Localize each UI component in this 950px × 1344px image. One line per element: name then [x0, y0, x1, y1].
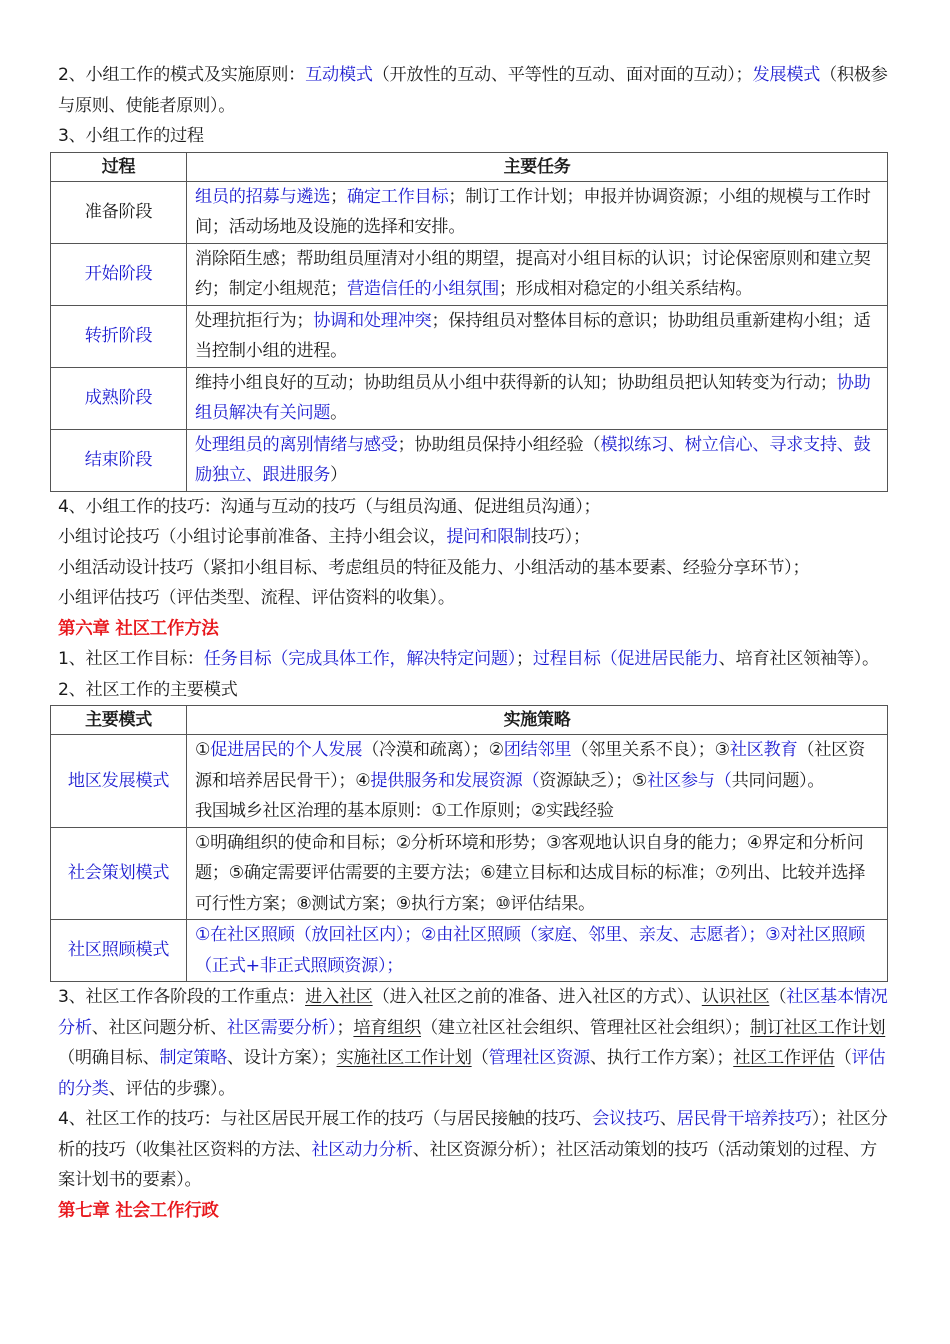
mode-strategy	[187, 827, 888, 920]
highlight-text: 社区参与（	[647, 770, 732, 791]
text-run: 处理抗拒行为；	[195, 310, 314, 331]
skill-line	[58, 492, 892, 523]
highlight-text: 社区动力分析	[311, 1139, 413, 1160]
text-run: 。	[330, 403, 347, 423]
strategy-line	[195, 796, 881, 827]
strategy-line	[195, 828, 881, 920]
text-run: 小组活动设计技巧（紧扣小组目标、考虑组员的特征及能力、小组活动的基本要素、经验分享环节）；	[58, 557, 810, 578]
underlined-term: 制订社区工作计划	[750, 1017, 886, 1038]
text-run: 、	[659, 1109, 677, 1129]
highlight-text: 营造信任的小组氛围	[347, 279, 499, 299]
text-run: ；制订工作计划；申报并协调资源；小组的规模与工作时间；活动场地及设施的选择和安排。	[195, 186, 871, 237]
table-row	[51, 429, 888, 491]
highlight-text: 社区教育	[729, 740, 798, 760]
highlight-text: 会议技巧	[592, 1109, 660, 1129]
table-row	[51, 305, 888, 367]
text-run: ；	[336, 1017, 354, 1038]
text-run: （积极参与原则、使能者原则）。	[58, 65, 888, 116]
text-run: （	[834, 1048, 852, 1068]
table-row	[51, 920, 888, 982]
text-run: （开放性的互动、平等性的互动、面对面的互动）；	[372, 65, 753, 85]
text-run: 维持小组良好的互动；协助组员从小组中获得新的认知；协助组员把认知转变为行动；	[195, 372, 837, 393]
text-run: 1、社区工作目标：	[58, 649, 204, 669]
skill-line	[58, 553, 892, 584]
stage-tasks	[187, 367, 888, 429]
highlight-text: ①在社区照顾（放回社区内）；②由社区照顾（家庭、邻里、亲友、志愿者）；③对社区照顾（正式+非正式照顾资源）；	[195, 925, 865, 976]
highlight-text: 互动模式	[305, 65, 373, 85]
text-run: ）	[330, 465, 347, 485]
community-work-goals-paragraph	[58, 644, 892, 675]
text-run: （建立社区社会组织、管理社区社会组织）；	[420, 1017, 751, 1038]
highlight-text: 确定工作目标	[347, 186, 449, 207]
header-main-tasks: 主要任务	[187, 152, 888, 181]
text-run: 4、小组工作的技巧：沟通与互动的技巧（与组员沟通、促进组员沟通）；	[58, 496, 601, 517]
table-header-row	[51, 706, 888, 735]
highlight-text: 提问和限制	[446, 527, 531, 547]
stage-name: 准备阶段	[51, 181, 187, 243]
highlight-text: 处理组员的离别情绪与感受	[195, 434, 398, 455]
group-work-process-heading: 3、小组工作的过程	[58, 126, 204, 146]
text-run: 小组评估技巧（评估类型、流程、评估资料的收集）。	[58, 588, 455, 608]
table-row	[51, 827, 888, 920]
text-run: （明确目标、	[58, 1048, 160, 1068]
underlined-term: 实施社区工作计划	[336, 1048, 472, 1068]
stage-tasks	[187, 305, 888, 367]
underlined-term: 进入社区	[305, 987, 373, 1007]
text-run: 、社区资源分析）；社区活动策划的技巧（活动策划的过程、方案计划书的要素）。	[58, 1139, 877, 1190]
header-process: 过程	[51, 152, 187, 181]
highlight-text: 提供服务和发展资源（	[370, 770, 540, 791]
text-run: 我国城乡社区治理的基本原则：①工作原则；②实践经验	[195, 801, 614, 821]
mode-name: 社会策划模式	[51, 827, 187, 920]
text-run: 、社区问题分析、	[91, 1017, 227, 1038]
text-run: （邻里关系不良）；③	[571, 740, 730, 760]
strategy-line	[195, 735, 881, 796]
text-run: ；	[330, 186, 347, 207]
text-run: （进入社区之前的准备、进入社区的方式）、	[372, 987, 702, 1007]
text-run: 技巧）；	[530, 527, 590, 547]
highlight-text: 制定策略	[159, 1048, 227, 1068]
text-run: 、执行工作方案）；	[589, 1048, 734, 1068]
table-row	[51, 735, 888, 828]
highlight-text: 居民骨干培养技巧	[676, 1109, 812, 1129]
header-strategy: 实施策略	[187, 706, 888, 735]
text-run: 、设计方案）；	[226, 1048, 337, 1068]
header-main-mode: 主要模式	[51, 706, 187, 735]
highlight-text: 模拟练习、树立信心、寻求支持、鼓励独立、跟进服务	[195, 434, 871, 485]
underlined-term: 认识社区	[701, 987, 770, 1007]
text-run: 、评估的步骤）。	[108, 1078, 236, 1099]
chapter-7-heading: 第七章 社会工作行政	[58, 1200, 219, 1221]
stage-tasks	[187, 181, 888, 243]
text-run: ；	[516, 649, 533, 669]
table-row	[51, 181, 888, 243]
text-run: （	[769, 987, 787, 1007]
community-modes-table	[50, 705, 888, 982]
stage-name: 转折阶段	[51, 305, 187, 367]
community-work-stages-paragraph	[58, 982, 892, 1104]
mode-name: 地区发展模式	[51, 735, 187, 828]
text-run: 3、社区工作各阶段的工作重点：	[58, 987, 306, 1007]
highlight-text: 促进居民的个人发展	[210, 740, 363, 760]
strategy-line	[195, 920, 881, 981]
highlight-text: 协调和处理冲突	[313, 310, 432, 331]
group-work-modes-paragraph	[58, 60, 892, 121]
text-run: 资源缺乏）；⑤	[539, 770, 648, 791]
text-run: 共同问题）。	[731, 770, 825, 791]
highlight-text: 过程目标（促进居民能力	[532, 649, 719, 669]
text-run: ；协助组员保持小组经验（	[397, 434, 601, 455]
text-run: ）；社区分析的技巧（收集社区资料的方法、	[58, 1109, 888, 1160]
highlight-text: 团结邻里	[503, 740, 572, 760]
text-run: ①	[195, 740, 211, 760]
underlined-term: 社区工作评估	[733, 1048, 835, 1068]
text-run: （冷漠和疏离）；②	[362, 740, 504, 760]
text-run: 4、社区工作的技巧：与社区居民开展工作的技巧（与居民接触的技巧、	[58, 1109, 593, 1129]
stage-name: 成熟阶段	[51, 367, 187, 429]
highlight-text: 任务目标（完成具体工作，解决特定问题）	[203, 649, 517, 669]
text-run: 小组讨论技巧（小组讨论事前准备、主持小组会议，	[58, 527, 447, 547]
text-run: 2、小组工作的模式及实施原则：	[58, 65, 306, 85]
highlight-text: 社区需要分析）	[226, 1017, 337, 1038]
highlight-text: 管理社区资源	[488, 1048, 590, 1068]
highlight-text: 评估的分类	[58, 1048, 886, 1099]
stage-tasks	[187, 429, 888, 491]
stage-name: 开始阶段	[51, 243, 187, 305]
mode-strategy	[187, 735, 888, 828]
highlight-text: 协助组员解决有关问题	[195, 372, 871, 423]
group-work-skills	[58, 492, 892, 614]
text-run: （	[471, 1048, 489, 1068]
mode-name: 社区照顾模式	[51, 920, 187, 982]
group-process-table	[50, 152, 888, 492]
table-header-row	[51, 152, 888, 181]
mode-strategy	[187, 920, 888, 982]
text-run: ①明确组织的使命和目标；②分析环境和形势；③客观地认识自身的能力；④界定和分析问题；⑤确定需要评估需要的主要方法；⑥建立目标和达成目标的标准；⑦列出、比较并选择可行性方案；⑧测试方案；⑨执行方案；⑩评估结果。	[195, 832, 866, 914]
highlight-text: 发展模式	[752, 65, 821, 85]
community-work-skills-paragraph	[58, 1104, 892, 1196]
highlight-text: 社区基本情况分析	[58, 987, 888, 1038]
table-row	[51, 243, 888, 305]
table-row	[51, 367, 888, 429]
stage-name: 结束阶段	[51, 429, 187, 491]
text-run: （社区资源和培养居民骨干）；④	[195, 740, 865, 791]
community-work-modes-heading: 2、社区工作的主要模式	[58, 679, 238, 700]
text-run: ；形成相对稳定的小组关系结构。	[499, 279, 753, 299]
text-run: ；保持组员对整体目标的意识；协助组员重新建构小组；适当控制小组的进程。	[195, 310, 871, 361]
underlined-term: 培育组织	[353, 1017, 421, 1038]
stage-tasks	[187, 243, 888, 305]
skill-line	[58, 522, 892, 553]
document-page	[58, 60, 892, 1226]
text-run: 、培育社区领袖等）。	[718, 649, 879, 669]
highlight-text: 组员的招募与遴选	[195, 186, 331, 207]
text-run: 消除陌生感；帮助组员厘清对小组的期望，提高对小组目标的认识；讨论保密原则和建立契约；制定小组规范；	[195, 248, 871, 299]
chapter-6-heading: 第六章 社区工作方法	[58, 618, 219, 639]
skill-line	[58, 583, 892, 614]
